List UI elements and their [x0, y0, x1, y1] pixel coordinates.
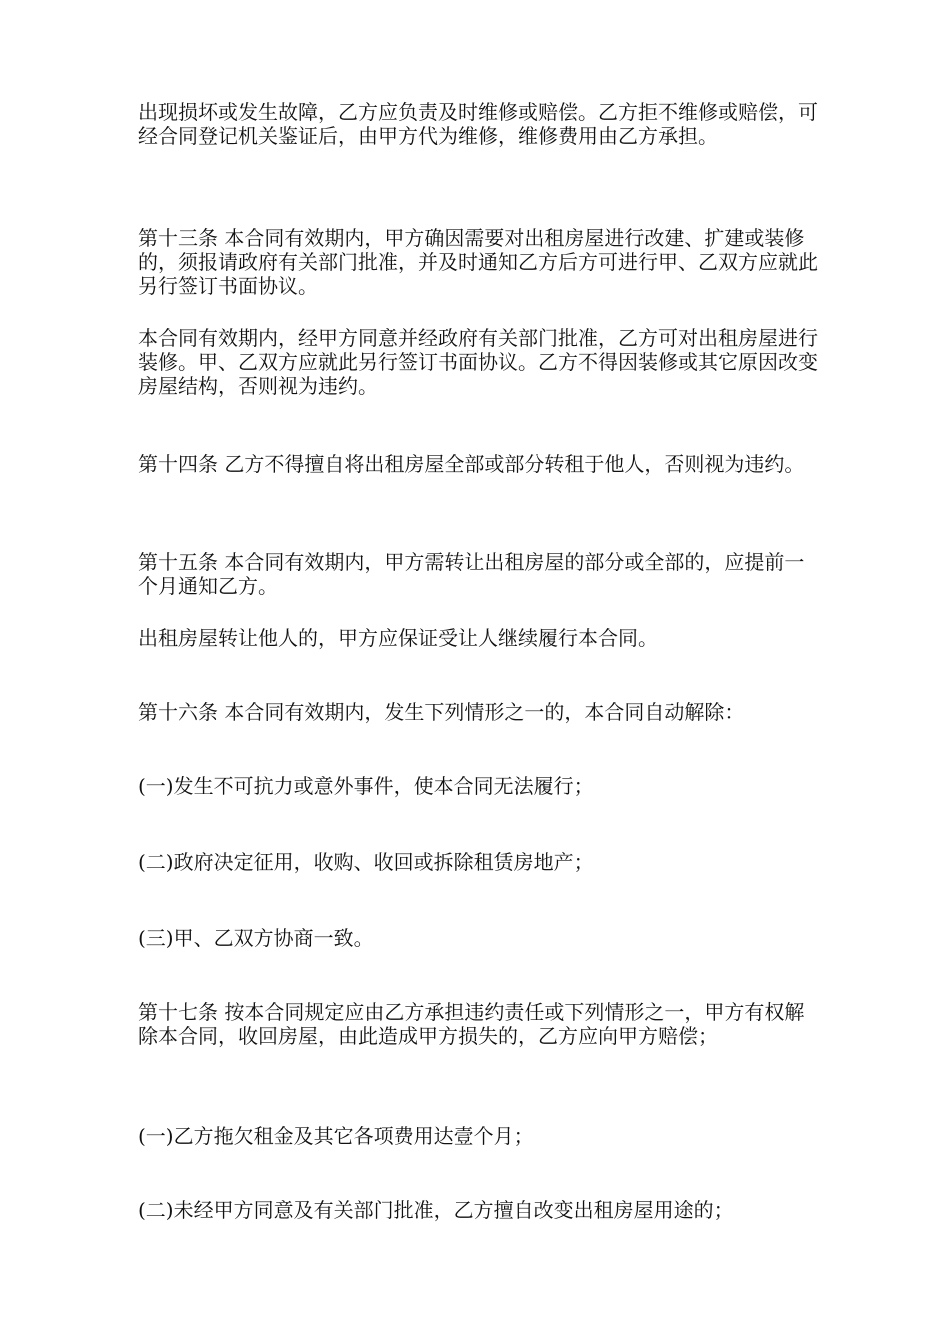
paragraph-article-15-transfer: 出租房屋转让他人的，甲方应保证受让人继续履行本合同。: [138, 626, 658, 650]
paragraph-article-15: 第十五条 本合同有效期内，甲方需转让出租房屋的部分或全部的，应提前一个月通知乙方。: [138, 550, 805, 598]
list-item-17-2: (二)未经甲方同意及有关部门批准，乙方擅自改变出租房屋用途的；: [138, 1198, 734, 1222]
list-item-16-3: (三)甲、乙双方协商一致。: [138, 926, 374, 950]
paragraph-article-14: 第十四条 乙方不得擅自将出租房屋全部或部分转租于他人，否则视为违约。: [138, 452, 805, 476]
paragraph-article-13: 第十三条 本合同有效期内，甲方确因需要对出租房屋进行改建、扩建或装修的，须报请政府有关部门批准，并及时通知乙方后方可进行甲、乙双方应就此另行签订书面协议。: [138, 226, 818, 298]
list-item-16-1: (一)发生不可抗力或意外事件，使本合同无法履行；: [138, 774, 594, 798]
list-item-16-2: (二)政府决定征用，收购、收回或拆除租赁房地产；: [138, 850, 594, 874]
list-item-17-1: (一)乙方拖欠租金及其它各项费用达壹个月；: [138, 1124, 534, 1148]
paragraph-article-13-renovation: 本合同有效期内，经甲方同意并经政府有关部门批准，乙方可对出租房屋进行装修。甲、乙双方应就此另行签订书面协议。乙方不得因装修或其它原因改变房屋结构，否则视为违约。: [138, 326, 818, 398]
paragraph-article-17: 第十七条 按本合同规定应由乙方承担违约责任或下列情形之一，甲方有权解除本合同，收回房屋，由此造成甲方损失的，乙方应向甲方赔偿；: [138, 1000, 805, 1048]
paragraph-article-16: 第十六条 本合同有效期内，发生下列情形之一的，本合同自动解除：: [138, 700, 745, 724]
paragraph-repair-liability: 出现损坏或发生故障，乙方应负责及时维修或赔偿。乙方拒不维修或赔偿，可经合同登记机关鉴证后，由甲方代为维修，维修费用由乙方承担。: [138, 100, 818, 148]
